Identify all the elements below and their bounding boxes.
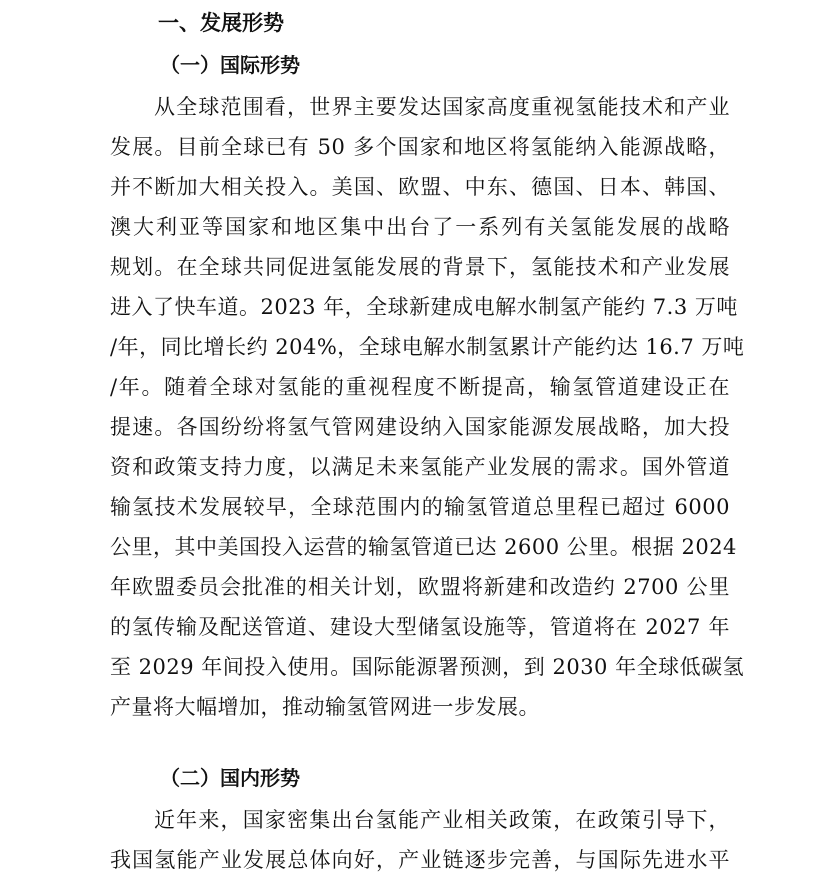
international-heading: （一）国际形势	[160, 53, 300, 77]
international-paragraph	[110, 87, 745, 727]
paragraph-line: 澳大利亚等国家和地区集中出台了一系列有关氢能发展的战略	[110, 215, 730, 239]
paragraph-line: 产量将大幅增加，推动输氢管网进一步发展。	[110, 695, 540, 719]
paragraph-line: 公里，其中美国投入运营的输氢管道已达 2600 公里。根据 2024	[110, 535, 737, 559]
paragraph-line: 至 2029 年间投入使用。国际能源署预测，到 2030 年全球低碳氢	[110, 655, 745, 679]
paragraph-line: 并不断加大相关投入。美国、欧盟、中东、德国、日本、韩国、	[110, 175, 730, 199]
paragraph-line: 我国氢能产业发展总体向好，产业链逐步完善，与国际先进水平	[110, 848, 730, 872]
paragraph-line: 年欧盟委员会批准的相关计划，欧盟将新建和改造约 2700 公里	[110, 575, 730, 599]
paragraph-line: 规划。在全球共同促进氢能发展的背景下，氢能技术和产业发展	[110, 255, 730, 279]
domestic-heading: （二）国内形势	[160, 766, 300, 790]
section-title: 一、发展形势	[158, 10, 284, 35]
paragraph-line: /年，同比增长约 204%，全球电解水制氢累计产能约达 16.7 万吨	[110, 335, 745, 359]
paragraph-line: 从全球范围看，世界主要发达国家高度重视氢能技术和产业	[154, 95, 730, 119]
paragraph-line: /年。随着全球对氢能的重视程度不断提高，输氢管道建设正在	[110, 375, 730, 399]
paragraph-line: 资和政策支持力度，以满足未来氢能产业发展的需求。国外管道	[110, 455, 730, 479]
paragraph-line: 近年来，国家密集出台氢能产业相关政策，在政策引导下，	[154, 808, 730, 832]
paragraph-line: 提速。各国纷纷将氢气管网建设纳入国家能源发展战略，加大投	[110, 415, 730, 439]
paragraph-line: 输氢技术发展较早，全球范围内的输氢管道总里程已超过 6000	[110, 495, 730, 519]
domestic-paragraph	[110, 800, 730, 880]
paragraph-line: 进入了快车道。2023 年，全球新建成电解水制氢产能约 7.3 万吨	[110, 295, 738, 319]
paragraph-line: 的氢传输及配送管道、建设大型储氢设施等，管道将在 2027 年	[110, 615, 730, 639]
paragraph-line: 发展。目前全球已有 50 多个国家和地区将氢能纳入能源战略，	[110, 135, 730, 159]
